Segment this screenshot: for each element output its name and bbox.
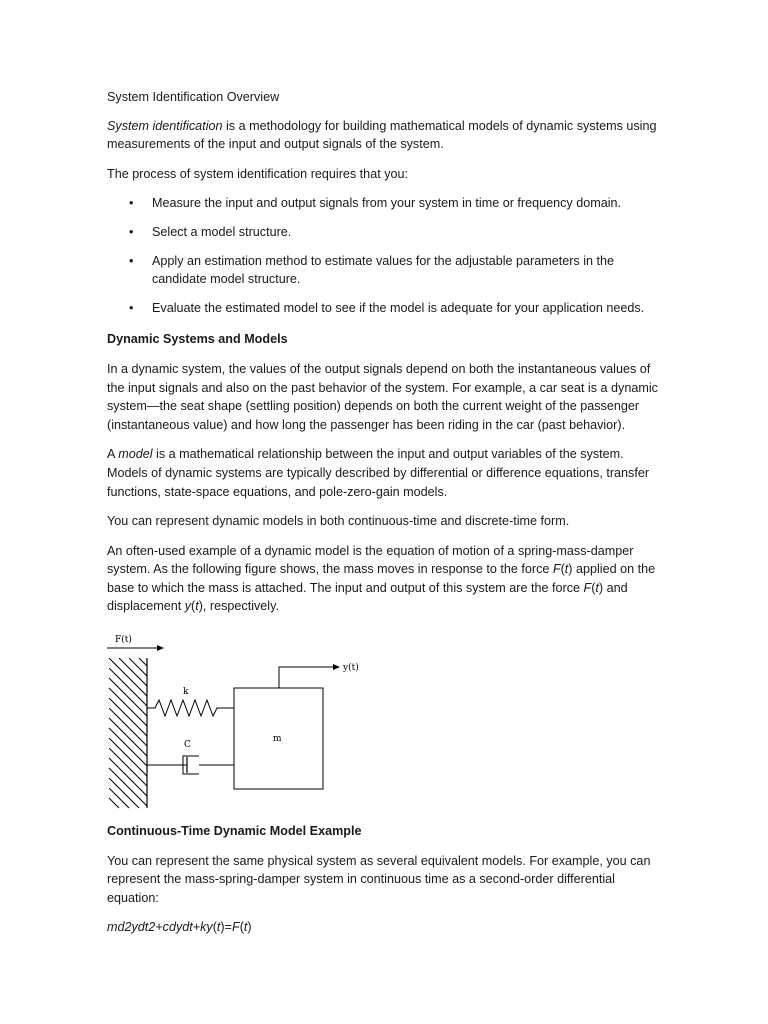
document-page bbox=[107, 88, 667, 948]
document-title: System Identification Overview bbox=[107, 90, 280, 104]
spring bbox=[147, 700, 234, 716]
equation-part: t bbox=[216, 920, 221, 935]
intro-paragraph bbox=[107, 117, 667, 154]
equation-part: md2ydt2+cdydt+ky bbox=[107, 920, 213, 935]
equation-part: ( bbox=[239, 920, 244, 935]
intro-term: System identification bbox=[107, 118, 223, 133]
output-label: y(t) bbox=[343, 663, 359, 674]
steps-list bbox=[107, 194, 667, 317]
output-arrowhead bbox=[333, 664, 340, 670]
text-span: ( bbox=[191, 599, 196, 614]
equation-part: ) bbox=[247, 920, 252, 935]
dynamic-systems-paragraph: In a dynamic system, the values of the output signals depend on both the instantaneous values of the input signals and also on the past behavior of the system. For example, a car seat is a dynamic system—the seat shape (settling position) depends on both the current weight of the passenger (instantaneous value) and how long the passenger has been riding in the car (past behavior). bbox=[107, 361, 658, 432]
model-definition-paragraph bbox=[107, 445, 667, 501]
text-span: is a mathematical relationship between the input and output variables of the system. Models of dynamic systems are typically described by differential or difference equations, transfer functions, state-space equations, and pole-zero-gain models. bbox=[107, 447, 650, 499]
model-term: model bbox=[118, 447, 153, 462]
force-label: F(t) bbox=[115, 635, 132, 646]
text-span: A bbox=[107, 447, 119, 462]
mass-label: m bbox=[273, 734, 282, 745]
equation-part: t bbox=[243, 920, 248, 935]
list-item: • Select a model structure. bbox=[107, 223, 667, 242]
force-arrowhead bbox=[157, 645, 164, 651]
symbol-y: y bbox=[184, 599, 191, 614]
symbol-t: t bbox=[595, 580, 599, 595]
text-span: ( bbox=[591, 580, 596, 595]
section-heading-dynamic-systems: Dynamic Systems and Models bbox=[107, 332, 288, 347]
list-item: • Evaluate the estimated model to see if the model is adequate for your application needs. bbox=[107, 299, 667, 318]
output-arrow bbox=[279, 667, 333, 688]
spring-mass-damper-figure bbox=[107, 630, 367, 810]
continuous-time-paragraph: You can represent the same physical system as several equivalent models. For example, you can represent the mass-spring-damper system in continuous time as a second-order differential equation: bbox=[107, 853, 651, 905]
symbol-t: t bbox=[564, 562, 569, 577]
spring-mass-paragraph bbox=[107, 542, 667, 616]
equation-part: )= bbox=[220, 920, 232, 935]
text-span: An often-used example of a dynamic model is the equation of motion of a spring-mass-damper system. As the following figure shows, the mass moves in response to the force bbox=[107, 543, 634, 577]
text-span: ( bbox=[560, 562, 565, 577]
text-span: ) applied on the base to which the mass is attached. The input and output of this system are the force bbox=[107, 562, 656, 595]
equation-part: F bbox=[231, 920, 240, 935]
spring-label: k bbox=[183, 687, 189, 698]
symbol-t: t bbox=[195, 599, 199, 614]
spring-mass-damper-diagram bbox=[107, 630, 367, 810]
differential-equation bbox=[107, 918, 667, 937]
list-item: • Apply an estimation method to estimate values for the adjustable parameters in the candidate model structure. bbox=[107, 252, 667, 289]
symbol-F: F bbox=[583, 580, 592, 595]
section-heading-continuous-time: Continuous-Time Dynamic Model Example bbox=[107, 824, 362, 839]
process-lead: The process of system identification requires that you: bbox=[107, 166, 408, 181]
list-item: • Measure the input and output signals from your system in time or frequency domain. bbox=[107, 194, 667, 213]
wall-hatching bbox=[109, 658, 147, 808]
equation-part: ( bbox=[212, 920, 217, 935]
text-span: ) and displacement bbox=[107, 580, 628, 614]
intro-text: is a methodology for building mathematical models of dynamic systems using measurements of the input and output signals of the system. bbox=[107, 118, 657, 152]
text-span: ), respectively. bbox=[198, 599, 279, 614]
symbol-F: F bbox=[552, 562, 561, 577]
representation-paragraph: You can represent dynamic models in both continuous-time and discrete-time form. bbox=[107, 514, 570, 529]
damper-label: C bbox=[184, 740, 191, 751]
